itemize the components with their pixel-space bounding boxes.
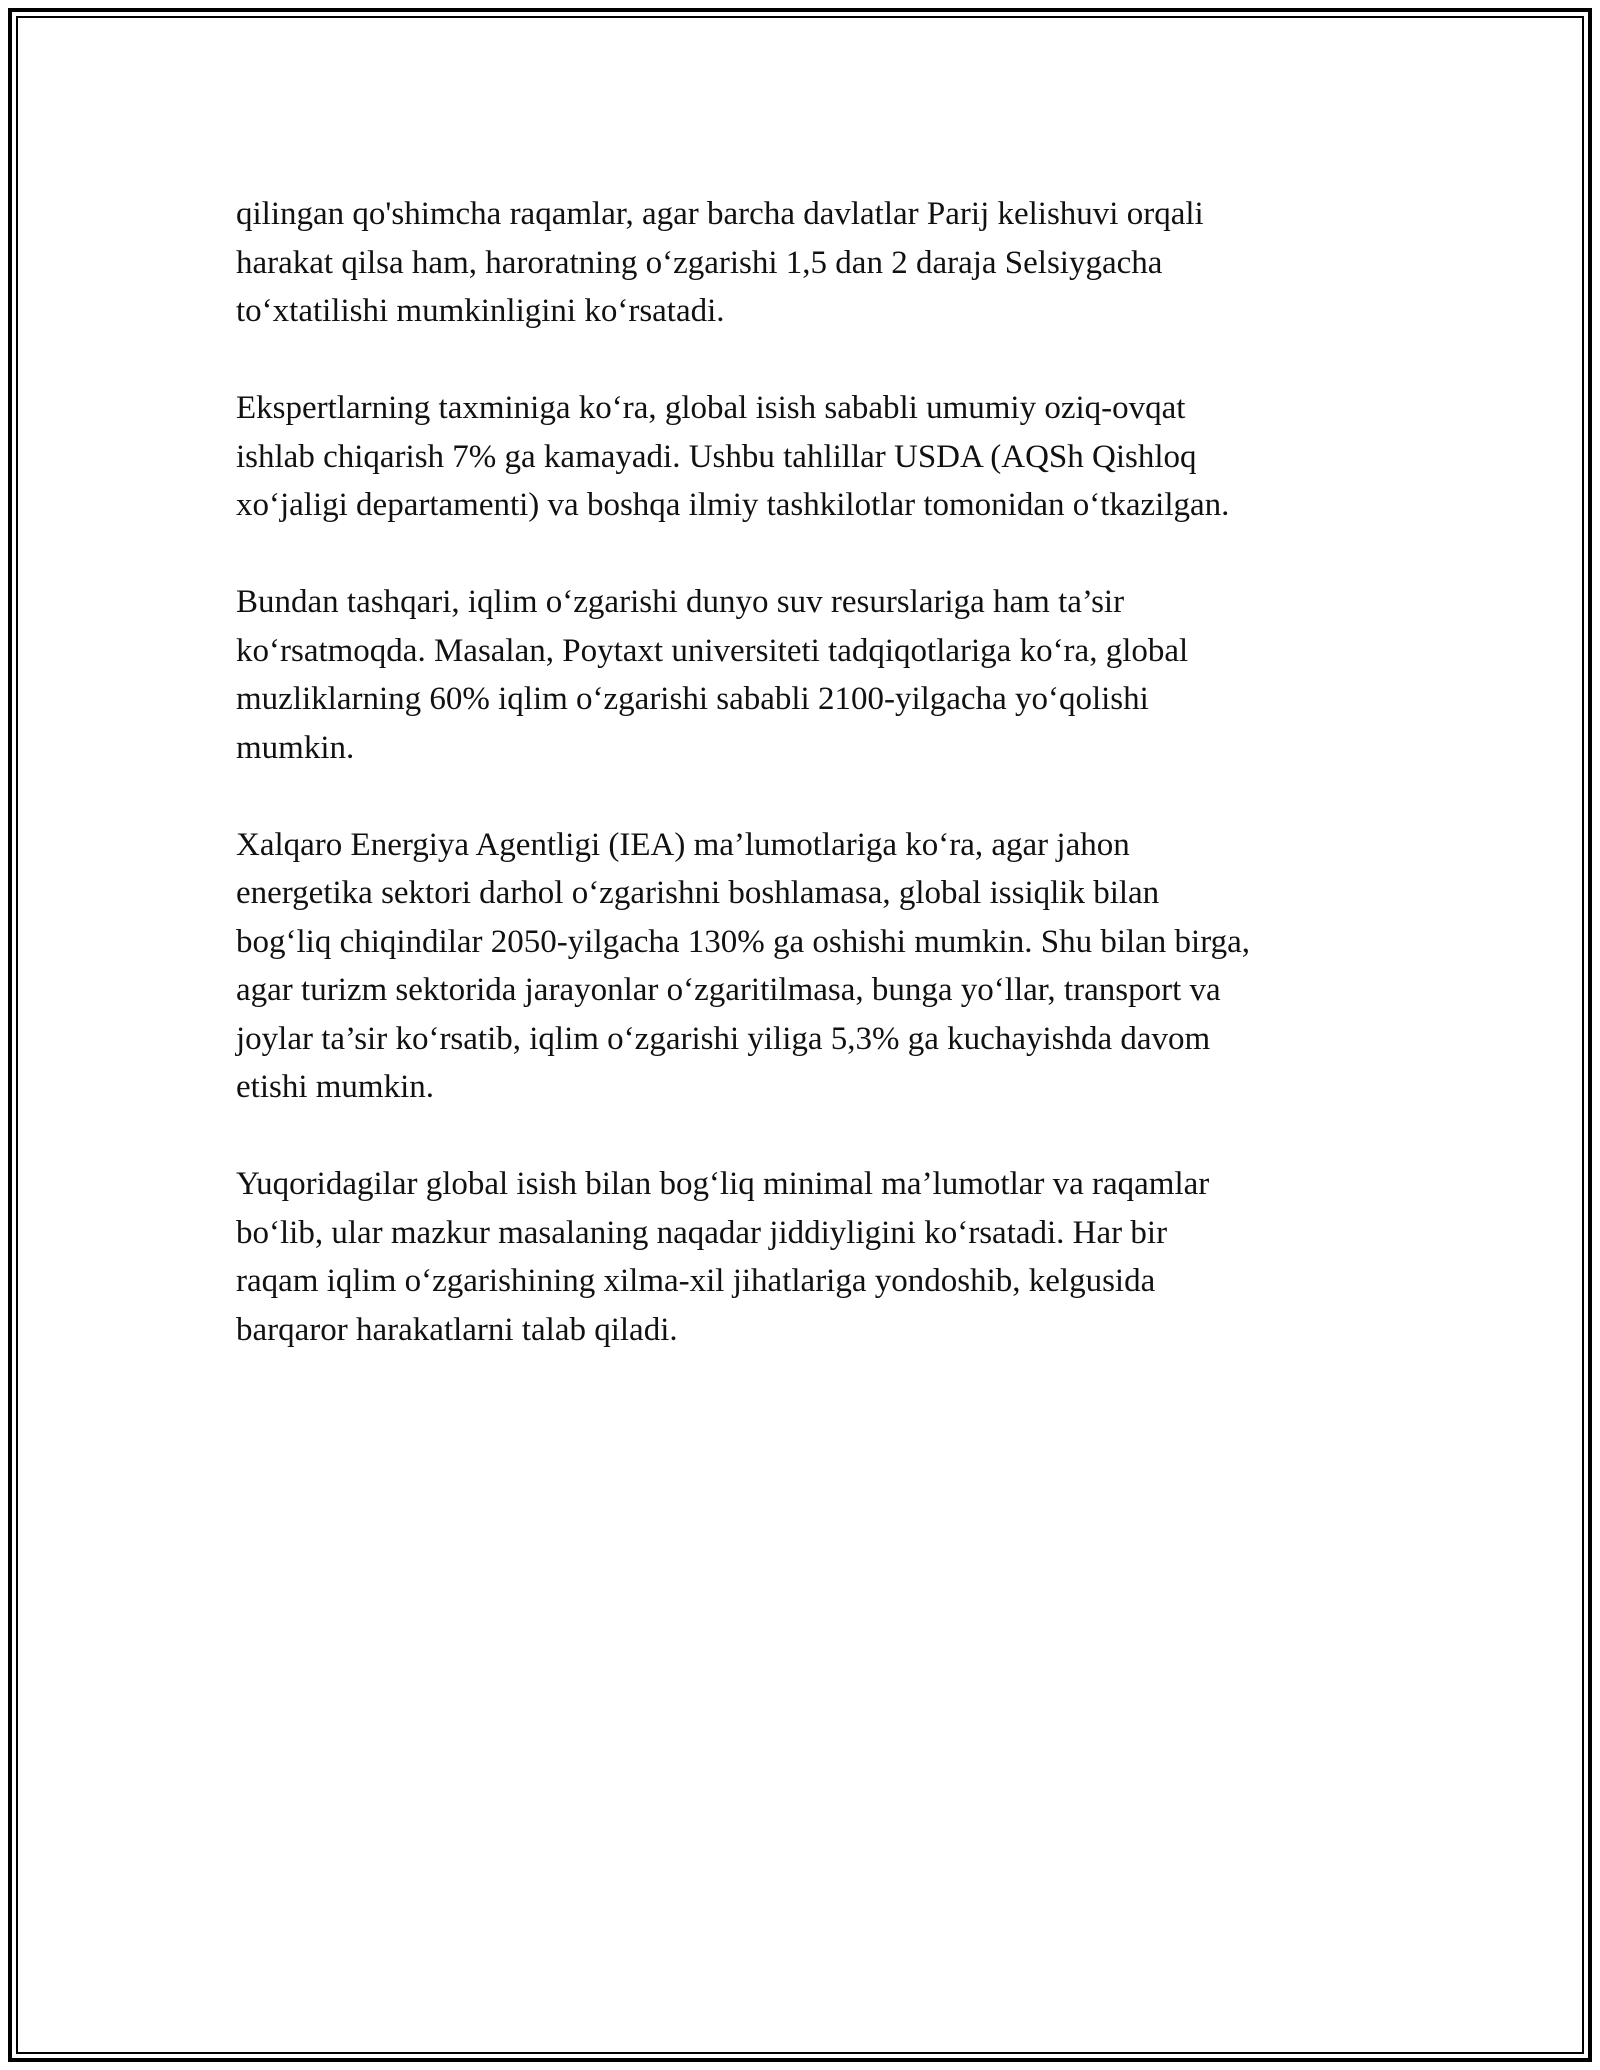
text-line: muzliklarning 60% iqlim o‘zgarishi sababli 2100-yilgacha yo‘qolishi bbox=[236, 681, 1149, 717]
paragraph-conclusion bbox=[236, 1160, 1386, 1354]
text-line: bog‘liq chiqindilar 2050-yilgacha 130% ga oshishi mumkin. Shu bilan birga, bbox=[236, 923, 1251, 960]
text-line: mumkin. bbox=[236, 729, 355, 766]
paragraph-energy-agency bbox=[236, 821, 1386, 1112]
text-line: agar turizm sektorida jarayonlar o‘zgaritilmasa, bunga yo‘llar, transport va bbox=[236, 972, 1221, 1008]
document-body bbox=[236, 190, 1386, 1403]
text-line: raqam iqlim o‘zgarishining xilma-xil jihatlariga yondoshib, kelgusida bbox=[236, 1263, 1156, 1299]
text-line: joylar ta’sir ko‘rsatib, iqlim o‘zgarishi yiliga 5,3% ga kuchayishda davom bbox=[236, 1020, 1211, 1057]
paragraph-paris-agreement bbox=[236, 190, 1386, 336]
text-line: qilingan qo'shimcha raqamlar, agar barcha davlatlar Parij kelishuvi orqali bbox=[236, 196, 1204, 232]
text-line: bo‘lib, ular mazkur masalaning naqadar jiddiyligini ko‘rsatadi. Har bir bbox=[236, 1214, 1168, 1251]
text-line: ko‘rsatmoqda. Masalan, Poytaxt universiteti tadqiqotlariga ko‘ra, global bbox=[236, 632, 1189, 669]
paragraph-food-production bbox=[236, 384, 1386, 530]
text-line: etishi mumkin. bbox=[236, 1069, 434, 1105]
text-line: energetika sektori darhol o‘zgarishni boshlamasa, global issiqlik bilan bbox=[236, 875, 1160, 911]
text-line: barqaror harakatlarni talab qiladi. bbox=[236, 1311, 678, 1348]
text-line: ishlab chiqarish 7% ga kamayadi. Ushbu tahlillar USDA (AQSh Qishloq bbox=[236, 438, 1197, 475]
text-line: Ekspertlarning taxminiga ko‘ra, global isish sababli umumiy oziq-ovqat bbox=[236, 390, 1186, 426]
text-line: Bundan tashqari, iqlim o‘zgarishi dunyo suv resurslariga ham ta’sir bbox=[236, 584, 1125, 620]
text-line: to‘xtatilishi mumkinligini ko‘rsatadi. bbox=[236, 293, 725, 329]
paragraph-water-resources bbox=[236, 578, 1386, 772]
text-line: Yuqoridagilar global isish bilan bog‘liq minimal ma’lumotlar va raqamlar bbox=[236, 1166, 1210, 1202]
text-line: Xalqaro Energiya Agentligi (IEA) ma’lumotlariga ko‘ra, agar jahon bbox=[236, 826, 1130, 863]
text-line: xo‘jaligi departamenti) va boshqa ilmiy tashkilotlar tomonidan o‘tkazilgan. bbox=[236, 487, 1230, 523]
text-line: harakat qilsa ham, haroratning o‘zgarishi 1,5 dan 2 daraja Selsiygacha bbox=[236, 244, 1163, 281]
